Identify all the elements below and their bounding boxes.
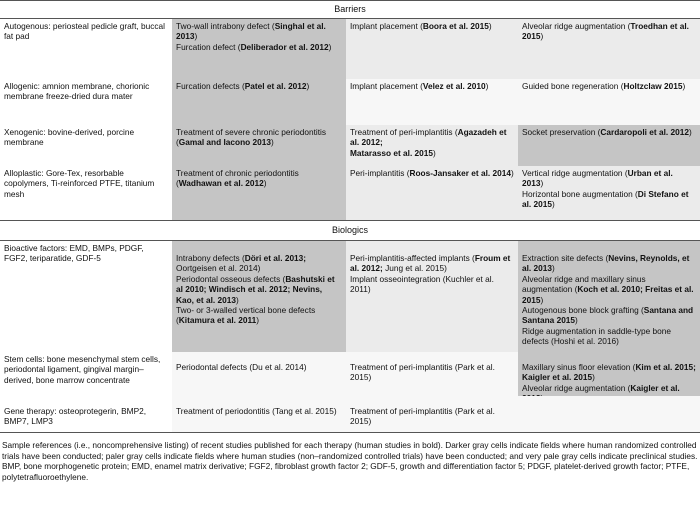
cell-allogenic-ridge — [518, 79, 700, 125]
citation: Implant placement (Velez et al. 2010) — [350, 81, 489, 91]
citation: Two-wall intrabony defect (Singhal et al. 2013) — [176, 21, 326, 42]
cell-alloplastic-periodontal — [172, 166, 346, 220]
section-title-biologics: Biologics — [331, 225, 369, 235]
cell-allogenic-implant — [346, 79, 518, 125]
row-label-stem-cells: Stem cells: bone mesenchymal stem cells, periodontal ligament, gingival margin–derived, bone marrow concentrate — [0, 352, 172, 396]
citation: Furcation defect (Deliberador et al. 2012) — [176, 41, 332, 52]
row-label-autogenous: Autogenous: periosteal pedicle graft, buccal fat pad — [0, 19, 172, 79]
cell-alloplastic-implant — [346, 166, 518, 220]
citation: Implant osseointegration (Kuchler et al. 2011) — [350, 273, 494, 295]
citation: Peri-implantitis-affected implants (Froum et al. 2012; Jung et al. 2015) — [350, 253, 511, 274]
cell-gene-ridge — [518, 396, 700, 432]
citation: Two- or 3-walled vertical bone defects (Kitamura et al. 2011) — [176, 305, 316, 326]
citation: Treatment of severe chronic periodontitis (Gamal and Iacono 2013) — [176, 127, 327, 148]
rule-top — [0, 0, 700, 1]
row-label-allogenic: Allogenic: amnion membrane, chorionic membrane freeze-dried dura mater — [0, 79, 172, 125]
citation: Treatment of chronic periodontitis (Wadhawan et al. 2012) — [176, 168, 299, 189]
cell-gene-implant — [346, 396, 518, 432]
cell-stem-ridge — [518, 352, 700, 396]
citation: Implant placement (Boora et al. 2015) — [350, 21, 492, 31]
citation: Guided bone regeneration (Holtzclaw 2015) — [522, 81, 686, 91]
citation: Treatment of periodontitis (Tang et al. 2015) — [176, 406, 337, 416]
row-label-xenogenic: Xenogenic: bovine-derived, porcine membrane — [0, 125, 172, 166]
citation: Ridge augmentation in saddle-type bone defects (Hoshi et al. 2016) — [522, 325, 671, 347]
cell-allogenic-periodontal — [172, 79, 346, 125]
section-title-barriers: Barriers — [334, 4, 366, 14]
rule-bottom — [0, 432, 700, 433]
citation: Treatment of peri-implantitis (Park et al. 2015) — [350, 406, 495, 427]
citation: Periodontal osseous defects (Bashutski et al 2010; Windisch et al. 2012; Nevins, Kao, et al. 2013) — [176, 273, 335, 305]
cell-xenogenic-periodontal — [172, 125, 346, 166]
cell-autogenous-implant — [346, 19, 518, 79]
citation: Extraction site defects (Nevins, Reynolds, et al. 2013) — [522, 253, 690, 274]
citation: Autogenous bone block grafting (Santana and Santana 2015) — [522, 305, 694, 326]
citation: Horizontal bone augmentation (Di Stefano et al. 2015) — [522, 188, 689, 210]
row-label-gene-therapy: Gene therapy: osteoprotegerin, BMP2, BMP7, LMP3 — [0, 396, 172, 432]
cell-autogenous-periodontal — [172, 19, 346, 79]
citation: Peri-implantitis (Roos-Jansaker et al. 2014) — [350, 168, 514, 178]
cell-xenogenic-implant — [346, 125, 518, 166]
citation: Alveolar ridge augmentation (Kaigler et al. — [522, 382, 680, 393]
citation: Treatment of peri-implantitis (Park et al. 2015) — [350, 362, 495, 383]
cell-alloplastic-ridge — [518, 166, 700, 220]
footnote-abbreviations: BMP, bone morphogenetic protein; EMD, enamel matrix derivative; FGF2, fibroblast growth factor 2; GDF-5, growth and differentiation factor 5; PDGF, platelet-derived growth factor; PTFE, polytetrafluoroethylene. — [2, 461, 690, 482]
rule-biologics-top — [0, 220, 700, 221]
citation: Treatment of peri-implantitis (Agazadeh et al. 2012; Matarasso et al. 2015) — [350, 127, 507, 158]
cell-autogenous-ridge — [518, 19, 700, 79]
row-label-alloplastic: Alloplastic: Gore-Tex, resorbable copolymers, Ti-reinforced PTFE, titanium mesh — [0, 166, 172, 220]
citation: Alveolar ridge augmentation (Troedhan et al. 2015) — [522, 21, 689, 42]
footnote-description: Sample references (i.e., noncomprehensive listing) of recent studies published for each therapy (human studies in bold). Darker gray cells indicate fields where human randomized controlled trials have been conducted; paler gray cells indicate fields where human studies (non–randomized controlled trials) have been conducted; and very pale gray cells indicate preclinical studies. — [2, 440, 698, 461]
cell-gene-periodontal — [172, 396, 346, 432]
citation: Intrabony defects (Döri et al. 2013; Oortgeisen et al. 2014) — [176, 253, 307, 274]
row-label-bioactive: Bioactive factors: EMD, BMPs, PDGF, FGF2, teriparatide, GDF-5 — [0, 241, 172, 352]
citation: Alveolar ridge and maxillary sinus augmentation (Koch et al. 2010; Freitas et al. 2015) — [522, 273, 694, 305]
citation: Vertical ridge augmentation (Urban et al. 2013) — [522, 168, 673, 189]
cell-stem-implant — [346, 352, 518, 396]
citation: Maxillary sinus floor elevation (Kim et al. 2015; Kaigler et al. 2015) — [522, 362, 696, 383]
table-footnotes — [2, 440, 698, 482]
cell-bioactive-ridge — [518, 241, 700, 352]
cell-xenogenic-ridge — [518, 125, 700, 166]
cell-bioactive-periodontal — [172, 241, 346, 352]
cell-stem-periodontal — [172, 352, 346, 396]
citation: Periodontal defects (Du et al. 2014) — [176, 362, 307, 372]
cell-bioactive-implant — [346, 241, 518, 352]
citation: Socket preservation (Cardaropoli et al. 2012) — [522, 127, 692, 137]
citation: Furcation defects (Patel et al. 2012) — [176, 81, 310, 91]
